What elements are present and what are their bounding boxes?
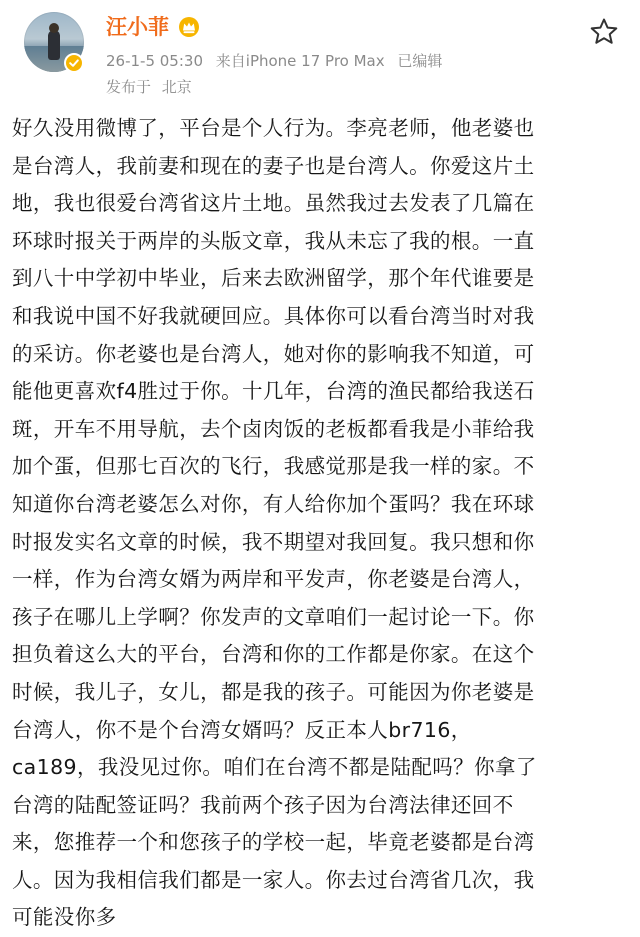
avatar-figure — [48, 30, 60, 60]
post-header — [0, 0, 640, 108]
post-text-line: 时报发实名文章的时候，我不期望对我回复。我只想和你 — [12, 529, 535, 554]
post-text-line: 孩子在哪儿上学啊？你发声的文章咱们一起讨论一下。你 — [12, 604, 535, 629]
post-text-line: 一样，作为台湾女婿为两岸和平发声，你老婆是台湾人， — [12, 567, 535, 592]
avatar-head — [49, 23, 59, 33]
post-text-line: 知道你台湾老婆怎么对你，有人给你加个蛋吗？我在环球 — [12, 491, 535, 516]
post-text-line: 地，我也很爱台湾省这片土地。虽然我过去发表了几篇在 — [12, 191, 535, 216]
star-outline-icon[interactable] — [588, 16, 620, 48]
post-text-line: 来，您推荐一个和您孩子的学校一起，毕竟老婆都是台湾 — [12, 830, 535, 855]
post-text-line: 时候，我儿子，女儿，都是我的孩子。可能因为你老婆是 — [12, 679, 535, 704]
crown-icon — [178, 16, 200, 38]
post-text-line: ca189，我没见过你。咱们在台湾不都是陆配吗？你拿了 — [12, 755, 537, 780]
post-text-line: 的采访。你老婆也是台湾人，她对你的影响我不知道，可 — [12, 341, 535, 366]
post-text-line: 能他更喜欢f4胜过于你。十几年，台湾的渔民都给我送石 — [12, 379, 535, 404]
post-edited-label[interactable]: 已编辑 — [397, 52, 443, 70]
post-text-line: 可能没你多 — [12, 905, 117, 930]
post-text-line: 台湾的陆配签证吗？我前两个孩子因为台湾法律还回不 — [12, 792, 514, 817]
post-text-line: 斑，开车不用导航，去个卤肉饭的老板都看我是小菲给我 — [12, 416, 535, 441]
post-text-line: 台湾人，你不是个台湾女婿吗？反正本人br716， — [12, 717, 472, 742]
post-meta — [106, 51, 450, 71]
post-source: 来自iPhone 17 Pro Max — [215, 52, 385, 70]
post-body — [12, 110, 628, 937]
post-text-line: 环球时报关于两岸的头版文章，我从未忘了我的根。一直 — [12, 228, 535, 253]
author-name[interactable]: 汪小菲 — [106, 15, 169, 39]
post-text-line: 到八十中学初中毕业，后来去欧洲留学，那个年代谁要是 — [12, 266, 535, 291]
post-text-line: 是台湾人，我前妻和现在的妻子也是台湾人。你爱这片土 — [12, 153, 535, 178]
location-value: 北京 — [161, 78, 192, 96]
post-timestamp: 26-1-5 05:30 — [106, 52, 203, 70]
post-text-line: 担负着这么大的平台，台湾和你的工作都是你家。在这个 — [12, 642, 535, 667]
location-label: 发布于 — [106, 78, 152, 96]
post-text-line: 人。因为我相信我们都是一家人。你去过台湾省几次，我 — [12, 867, 535, 892]
check-badge-icon — [64, 53, 84, 73]
post-text-line: 好久没用微博了，平台是个人行为。李亮老师，他老婆也 — [12, 116, 535, 140]
post-text-line: 和我说中国不好我就硬回应。具体你可以看台湾当时对我 — [12, 303, 535, 328]
post-location — [106, 77, 198, 97]
post-text-line: 加个蛋，但那七百次的飞行，我感觉那是我一样的家。不 — [12, 454, 535, 479]
